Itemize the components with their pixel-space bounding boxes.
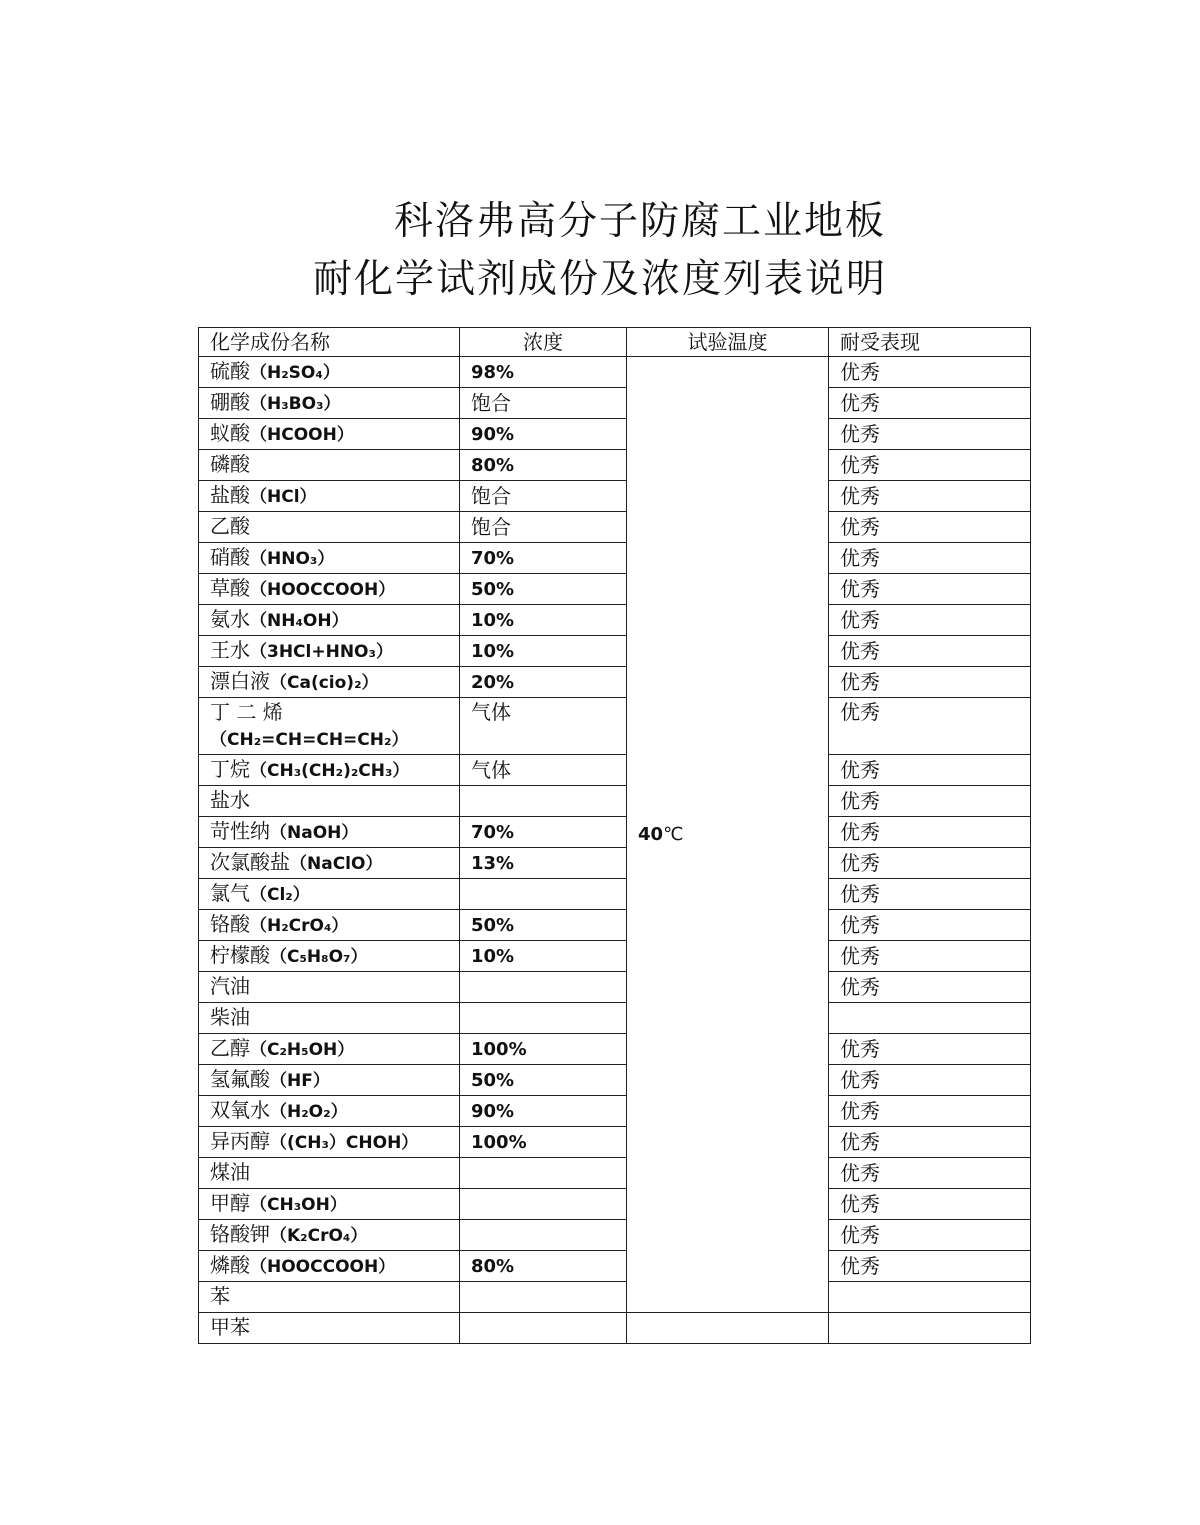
chemical-name: 柴油 [210,1005,250,1029]
chemical-name: 氯气 [210,881,250,905]
chemical-formula: （NaOH） [270,823,359,843]
table-row [199,636,1031,667]
concentration-value: 70% [471,548,515,569]
performance-value: 优秀 [840,820,880,844]
chemical-formula: （K₂CrO₄） [270,1226,368,1246]
chemical-formula: （CH₃OH） [250,1195,347,1215]
chemical-name: 汽油 [210,974,250,998]
concentration-value: 20% [471,672,515,693]
concentration-cell [460,1065,627,1096]
chemical-formula: （CH₂=CH=CH=CH₂） [210,730,409,750]
concentration-value: 气体 [471,758,511,782]
concentration-value: 100% [471,1039,527,1060]
performance-value: 优秀 [840,1068,880,1092]
performance-cell [829,512,1031,543]
chemical-name-cell [199,512,460,543]
chemical-name-cell [199,848,460,879]
title-line-2: 耐化学试剂成份及浓度列表说明 [312,257,887,302]
performance-value: 优秀 [840,944,880,968]
performance-cell [829,1251,1031,1282]
concentration-value: 50% [471,1070,515,1091]
performance-cell [829,357,1031,388]
performance-value: 优秀 [840,789,880,813]
chemical-name: 甲醇 [210,1191,250,1215]
table-row [199,786,1031,817]
chemical-name: 王水 [210,638,250,662]
concentration-cell [460,817,627,848]
concentration-cell [460,667,627,698]
performance-value: 优秀 [840,975,880,999]
table-row [199,972,1031,1003]
temperature-unit: ℃ [663,823,684,845]
chemical-name: 硼酸 [210,390,250,414]
chemical-name-cell [199,605,460,636]
chemical-name: 甲苯 [210,1315,250,1339]
concentration-cell [460,388,627,419]
table-row [199,667,1031,698]
chemical-formula: （Cl₂） [250,885,310,905]
concentration-value: 80% [471,1256,515,1277]
concentration-value: 50% [471,579,515,600]
chemical-name: 氨水 [210,607,250,631]
concentration-cell [460,1127,627,1158]
chemical-name: 硫酸 [210,359,250,383]
performance-value: 优秀 [840,1037,880,1061]
chemical-name-cell [199,574,460,605]
performance-value: 优秀 [840,577,880,601]
chemical-name-cell [199,636,460,667]
concentration-cell [460,879,627,910]
chemical-formula: （H₂O₂） [270,1102,348,1122]
chemical-name-cell [199,1220,460,1251]
performance-cell [829,450,1031,481]
performance-value: 优秀 [840,1130,880,1154]
chemical-name: 柠檬酸 [210,943,270,967]
concentration-cell [460,1220,627,1251]
chemical-name: 次氯酸盐 [210,850,290,874]
table-row [199,755,1031,786]
concentration-cell [460,698,627,755]
table-row [199,1158,1031,1189]
performance-value: 优秀 [840,882,880,906]
chemical-name-cell [199,755,460,786]
chemical-name-cell [199,388,460,419]
table-row [199,1189,1031,1220]
performance-cell [829,1220,1031,1251]
table-row [199,1003,1031,1034]
chemical-formula: （HOOCCOOH） [250,580,396,600]
test-temperature-cell [627,357,829,1313]
concentration-cell [460,512,627,543]
chemical-name-cell [199,910,460,941]
concentration-cell [460,1251,627,1282]
performance-value: 优秀 [840,360,880,384]
performance-cell [829,1003,1031,1034]
performance-value: 优秀 [840,546,880,570]
table-row [199,419,1031,450]
chemical-name-cell [199,1065,460,1096]
chemical-name-cell [199,1189,460,1220]
table-row [199,1034,1031,1065]
chemical-formula: （(CH₃）CHOH） [270,1133,419,1153]
chemical-formula: （C₅H₈O₇） [270,947,368,967]
chemical-name: 漂白液 [210,669,270,693]
chemical-name: 盐酸 [210,483,250,507]
performance-cell [829,698,1031,755]
performance-value: 优秀 [840,391,880,415]
header-name: 化学成份名称 [199,328,460,357]
concentration-value: 10% [471,610,515,631]
header-performance: 耐受表现 [829,328,1031,357]
chemical-name: 磷酸 [210,452,250,476]
chemical-name: 草酸 [210,576,250,600]
performance-cell [829,574,1031,605]
chemical-formula: （C₂H₅OH） [250,1040,355,1060]
chemical-name-cell [199,1034,460,1065]
test-temperature-cell-empty [627,1313,829,1344]
table-row [199,910,1031,941]
performance-cell [829,1034,1031,1065]
chemical-resistance-table [198,327,1031,1344]
concentration-value: 10% [471,946,515,967]
concentration-cell [460,1034,627,1065]
concentration-cell [460,755,627,786]
concentration-cell [460,848,627,879]
performance-cell [829,755,1031,786]
chemical-name: 盐水 [210,788,250,812]
table-row [199,817,1031,848]
table-row [199,1065,1031,1096]
concentration-cell [460,574,627,605]
concentration-value: 90% [471,424,515,445]
chemical-formula: （HCl） [250,487,317,507]
performance-cell [829,1282,1031,1313]
concentration-value: 50% [471,915,515,936]
chemical-name: 异丙醇 [210,1129,270,1153]
concentration-cell [460,1313,627,1344]
performance-value: 优秀 [840,1223,880,1247]
performance-cell [829,667,1031,698]
concentration-value: 饱合 [471,391,511,415]
concentration-cell [460,636,627,667]
table-row [199,1282,1031,1313]
chemical-name: 铬酸 [210,912,250,936]
temperature-value: 40 [638,823,664,845]
concentration-cell [460,1096,627,1127]
chemical-name-cell [199,1313,460,1344]
concentration-cell [460,605,627,636]
concentration-cell [460,910,627,941]
chemical-name-cell [199,1096,460,1127]
performance-cell [829,848,1031,879]
chemical-formula: （HCOOH） [250,425,354,445]
table-row [199,357,1031,388]
chemical-name: 氢氟酸 [210,1067,270,1091]
chemical-name-cell [199,1282,460,1313]
chemical-name-cell [199,879,460,910]
table-row [199,450,1031,481]
performance-value: 优秀 [840,453,880,477]
performance-value: 优秀 [840,670,880,694]
performance-cell [829,1096,1031,1127]
chemical-name: 硝酸 [210,545,250,569]
performance-value: 优秀 [840,1192,880,1216]
table-row [199,1220,1031,1251]
performance-cell [829,817,1031,848]
performance-value: 优秀 [840,484,880,508]
performance-value: 优秀 [840,851,880,875]
concentration-value: 100% [471,1132,527,1153]
table-row [199,388,1031,419]
chemical-name: 蚁酸 [210,421,250,445]
chemical-formula: （H₃BO₃） [250,394,341,414]
performance-value: 优秀 [840,515,880,539]
chemical-name-cell [199,667,460,698]
chemical-name-cell [199,481,460,512]
concentration-value: 70% [471,822,515,843]
table-row [199,848,1031,879]
concentration-cell [460,1003,627,1034]
chemical-name-cell [199,941,460,972]
concentration-value: 饱合 [471,484,511,508]
performance-cell [829,605,1031,636]
performance-value: 优秀 [840,422,880,446]
chemical-name: 乙醇 [210,1036,250,1060]
performance-cell [829,1158,1031,1189]
chemical-name: 双氧水 [210,1098,270,1122]
chemical-name-cell [199,817,460,848]
chemical-name-cell [199,1251,460,1282]
table-row [199,574,1031,605]
performance-value: 优秀 [840,700,880,724]
chemical-name-cell [199,419,460,450]
chemical-formula: （HF） [270,1071,330,1091]
title-line-1: 科洛弗高分子防腐工业地板 [393,199,886,244]
table-row [199,698,1031,755]
chemical-formula: （H₂SO₄） [250,363,340,383]
concentration-value: 90% [471,1101,515,1122]
header-concentration: 浓度 [460,328,627,357]
performance-cell [829,543,1031,574]
header-temperature: 试验温度 [627,328,829,357]
table-header-row [199,328,1031,357]
performance-cell [829,910,1031,941]
chemical-name-cell [199,543,460,574]
table-row [199,512,1031,543]
performance-cell [829,388,1031,419]
table-row [199,605,1031,636]
performance-cell [829,419,1031,450]
performance-cell [829,972,1031,1003]
chemical-formula: （H₂CrO₄） [250,916,349,936]
performance-cell [829,1313,1031,1344]
table-row [199,543,1031,574]
chemical-name: 煤油 [210,1160,250,1184]
performance-value: 优秀 [840,608,880,632]
chemical-name: 丁 二 烯 [210,700,283,724]
table-row [199,481,1031,512]
concentration-cell [460,786,627,817]
performance-value: 优秀 [840,1099,880,1123]
chemical-formula: （NH₄OH） [250,611,349,631]
performance-value: 优秀 [840,1254,880,1278]
performance-value: 优秀 [840,639,880,663]
table-row [199,1096,1031,1127]
concentration-cell [460,1189,627,1220]
table-row [199,1251,1031,1282]
concentration-value: 80% [471,455,515,476]
chemical-formula: （NaClO） [290,854,383,874]
chemical-formula: （HNO₃） [250,549,335,569]
chemical-name-cell [199,357,460,388]
performance-cell [829,1189,1031,1220]
performance-cell [829,879,1031,910]
concentration-cell [460,357,627,388]
concentration-cell [460,450,627,481]
concentration-cell [460,419,627,450]
concentration-cell [460,1282,627,1313]
concentration-value: 气体 [471,700,511,724]
table-row [199,879,1031,910]
table-body [199,357,1031,1344]
chemical-name-cell [199,786,460,817]
concentration-value: 饱合 [471,515,511,539]
performance-cell [829,1065,1031,1096]
chemical-formula: （Ca(cio)₂） [270,673,379,693]
chemical-name-cell [199,698,460,755]
chemical-formula: （3HCl+HNO₃） [250,642,393,662]
performance-cell [829,786,1031,817]
table-row [199,941,1031,972]
chemical-name-cell [199,450,460,481]
chemical-name-cell [199,972,460,1003]
table-row [199,1313,1031,1344]
concentration-value: 13% [471,853,515,874]
performance-value: 优秀 [840,1161,880,1185]
concentration-cell [460,1158,627,1189]
chemical-name-cell [199,1127,460,1158]
performance-cell [829,481,1031,512]
concentration-value: 10% [471,641,515,662]
chemical-formula: （HOOCCOOH） [250,1257,396,1277]
chemical-name-cell [199,1158,460,1189]
performance-value: 优秀 [840,758,880,782]
performance-cell [829,636,1031,667]
chemical-name: 苯 [210,1284,230,1308]
concentration-cell [460,543,627,574]
table-row [199,1127,1031,1158]
performance-cell [829,1127,1031,1158]
chemical-name: 丁烷 [210,757,250,781]
chemical-name: 乙酸 [210,514,250,538]
concentration-cell [460,481,627,512]
concentration-cell [460,941,627,972]
concentration-value: 98% [471,362,515,383]
chemical-name: 铬酸钾 [210,1222,270,1246]
performance-value: 优秀 [840,913,880,937]
chemical-name: 燐酸 [210,1253,250,1277]
performance-cell [829,941,1031,972]
chemical-name-cell [199,1003,460,1034]
chemical-formula: （CH₃(CH₂)₂CH₃） [250,761,410,781]
concentration-cell [460,972,627,1003]
chemical-name: 苛性纳 [210,819,270,843]
